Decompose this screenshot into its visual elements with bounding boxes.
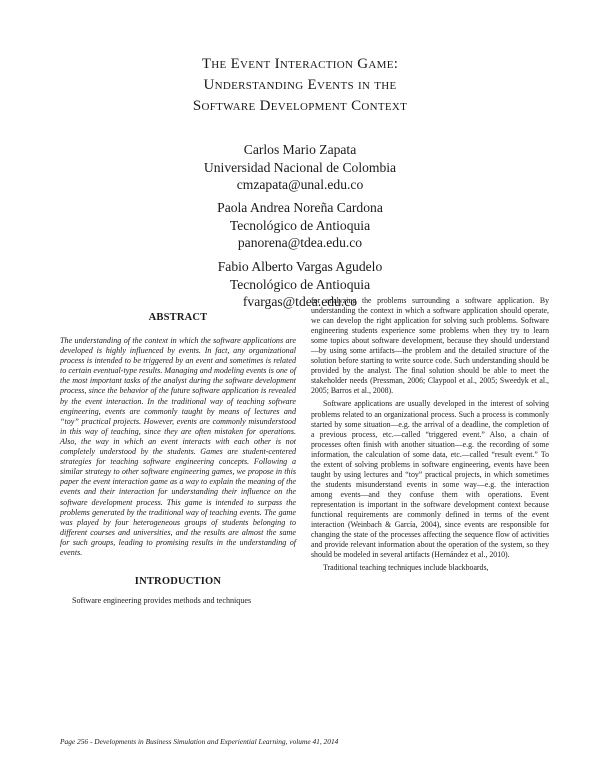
abstract-text: The understanding of the context in which the software applications are developed is highly influenced by events. In fact, any organizational process is intended to be triggered by an event and sometimes is related to certain eventual-type results. Managing and modeling events is one of the most important tasks of the analyst during the software development process, since the behavior of the future software application is revealed by the event interaction. In the traditional way of teaching software engineering, events are commonly taught by means of lectures and “toy” practical projects. However, events are commonly misunderstood in this way of teaching, since they are often mistaken for operations. Also, the way in which an event interacts with each other is not completely understood by the students. Games are student-centered strategies for teaching software engineering concepts. Following a similar strategy to other software engineering games, we propose in this paper the event interaction game as a way to explain the meaning of the events and their interaction for understanding their influence on the software development process. This game is intended to surpass the problems generated by the traditional way of teaching events. The game was played by four heterogeneous groups of students belonging to different courses and universities, and the results are almost the same for such groups, leading to promising results in the understanding of events. (60, 336, 296, 557)
author-block-1 (100, 141, 500, 194)
title-line-2: Understanding Events in the (203, 77, 397, 93)
body-paragraph-2: Software applications are usually developed in the interest of solving problems related to an organizational process. Such a process is commonly started by some situation—e.g. the arrival of a deadline, the completion of a previous process, etc.—called “triggered event.” Also, a chain of processes often finish with another situation—e.g. the recording of some information, the calculation of some data, etc.—called “result event.” To the extent of solving problems in software engineering, events have been taught by using lectures and “toy” practical projects, in which sometimes the students misunderstand events in some way—e.g. the interaction among events—and they confuse them with operations. Event representation is important in the software development context because functional requirements are commonly defined in terms of the event interaction (Weinbach & García, 2004), since events are responsible for changing the state of the processes affecting the sequence flow of activities and provide relevant information about the operation of the system, so they should be modeled in several artifacts (Hernández et al., 2010). (311, 399, 549, 560)
author-name: Carlos Mario Zapata (243, 142, 357, 157)
author-affiliation: Tecnológico de Antioquia (229, 217, 371, 233)
introduction-text: Software engineering provides methods and techniques (72, 596, 252, 606)
author-affiliation: Universidad Nacional de Colombia (203, 159, 397, 175)
body-paragraph-1: for analyzing the problems surrounding a software application. By understanding the context in which a software application should operate, we can develop the right application for solving such problems. Software engineering students experience some problems when they try to learn some topics about software development, because they should understand—by using some artifacts—the problem and the detailed structure of the solution before starting to write source code. Such understanding should be provided by the analyst. The final solution should be able to meet the stakeholder needs (Pressman, 2006; Claypool et al., 2005; Sweedyk et al., 2005; Barros et al., 2008). (311, 296, 549, 396)
paper-title (60, 54, 540, 117)
abstract-heading: ABSTRACT (148, 312, 208, 323)
right-column (311, 296, 549, 573)
author-email: cmzapata@unal.edu.co (236, 177, 364, 192)
author-affiliation: Tecnológico de Antioquia (229, 276, 371, 292)
author-name: Fabio Alberto Vargas Agudelo (217, 259, 383, 274)
body-paragraph-3: Traditional teaching techniques include blackboards, (323, 563, 489, 573)
author-name: Paola Andrea Noreña Cardona (217, 200, 383, 215)
author-email: fvargas@tdea.edu.co (242, 294, 358, 309)
introduction-heading: INTRODUCTION (134, 576, 222, 588)
author-email: panorena@tdea.edu.co (237, 235, 363, 250)
left-column (60, 312, 296, 606)
page-footer: Page 256 - Developments in Business Simulation and Experiential Learning, volume 41, 2014 (60, 737, 339, 746)
author-block-2 (100, 199, 500, 252)
title-line-1: The Event Interaction Game: (201, 56, 399, 72)
title-line-3: Software Development Context (192, 98, 408, 114)
